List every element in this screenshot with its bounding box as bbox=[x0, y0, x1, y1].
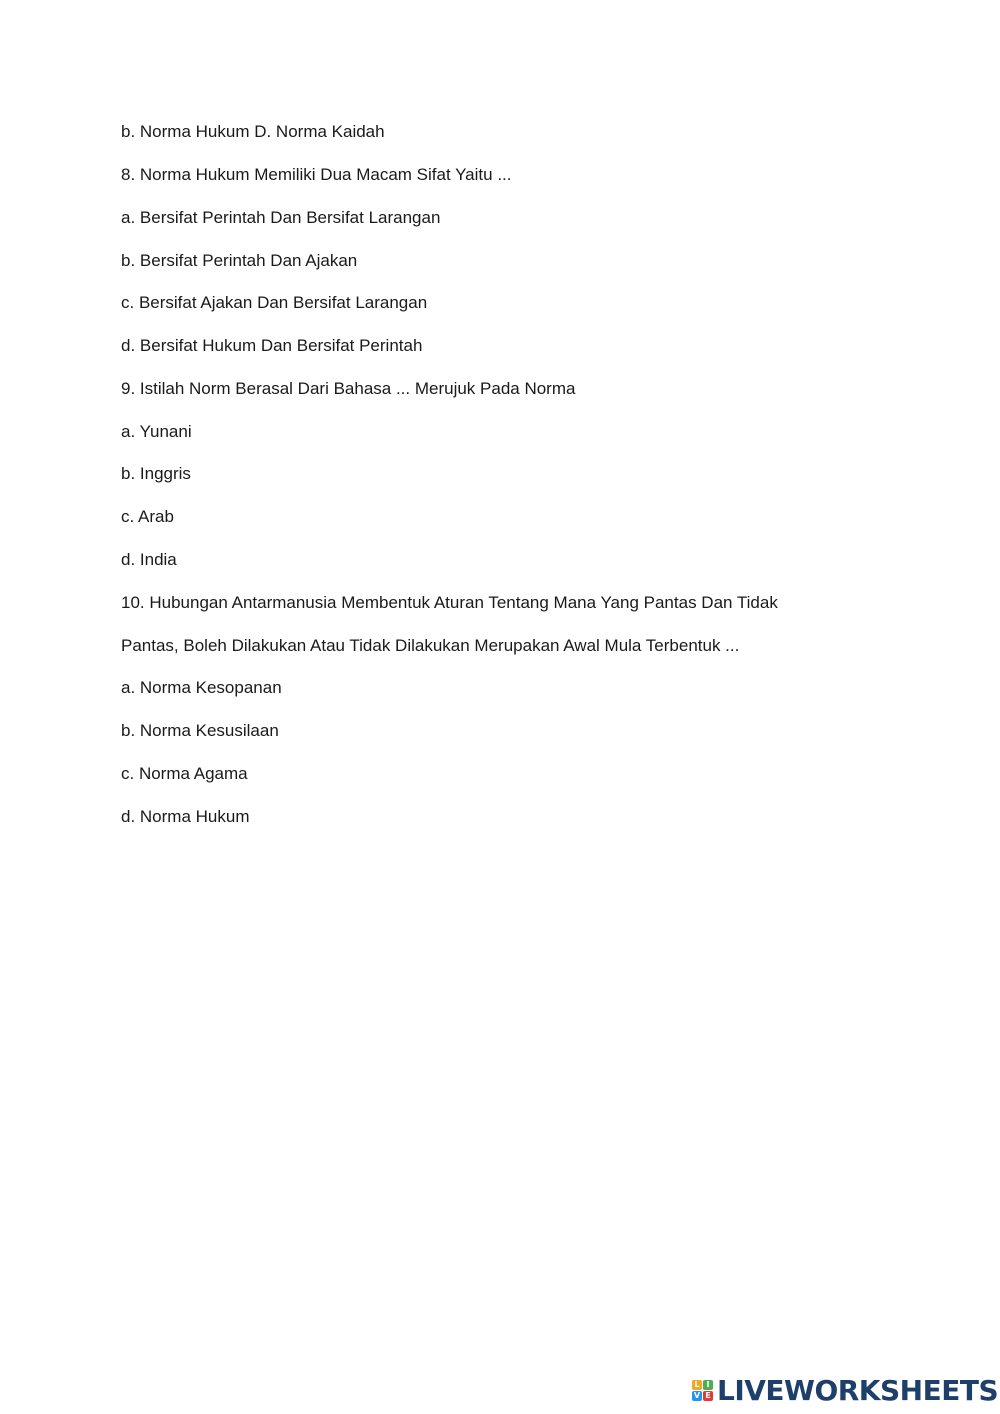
logo-square-3: V bbox=[693, 1390, 701, 1400]
q10-option-d: d. Norma Hukum bbox=[121, 807, 250, 826]
logo-text: LIVEWORKSHEETS bbox=[717, 1373, 999, 1407]
q10-option-a: a. Norma Kesopanan bbox=[121, 678, 282, 697]
liveworksheets-logo bbox=[692, 1372, 998, 1408]
q8-option-d: d. Bersifat Hukum Dan Bersifat Perintah bbox=[121, 336, 423, 355]
q9-option-b: b. Inggris bbox=[121, 464, 191, 483]
q9-option-d: d. India bbox=[121, 550, 177, 569]
q8-option-a: a. Bersifat Perintah Dan Bersifat Larangan bbox=[121, 208, 441, 227]
question-9: 9. Istilah Norm Berasal Dari Bahasa ... Merujuk Pada Norma bbox=[121, 379, 576, 398]
question-10: 10. Hubungan Antarmanusia Membentuk Aturan Tentang Mana Yang Pantas Dan Tidak bbox=[121, 593, 778, 612]
logo-square-1: L bbox=[692, 1380, 702, 1390]
q10-option-c: c. Norma Agama bbox=[121, 764, 248, 783]
logo-square-4: E bbox=[703, 1391, 713, 1401]
q9-option-a: a. Yunani bbox=[121, 422, 192, 441]
q10-option-b: b. Norma Kesusilaan bbox=[121, 721, 279, 740]
q8-option-b: b. Bersifat Perintah Dan Ajakan bbox=[121, 251, 358, 270]
question-10-continued: Pantas, Boleh Dilakukan Atau Tidak Dilakukan Merupakan Awal Mula Terbentuk ... bbox=[121, 636, 740, 655]
line-1: b. Norma Hukum D. Norma Kaidah bbox=[121, 122, 385, 141]
question-8: 8. Norma Hukum Memiliki Dua Macam Sifat Yaitu ... bbox=[121, 165, 512, 184]
liveworksheets-icon bbox=[692, 1380, 713, 1401]
logo-square-2: I bbox=[703, 1380, 713, 1390]
q9-option-c: c. Arab bbox=[121, 507, 174, 526]
q8-option-c: c. Bersifat Ajakan Dan Bersifat Larangan bbox=[121, 293, 428, 312]
